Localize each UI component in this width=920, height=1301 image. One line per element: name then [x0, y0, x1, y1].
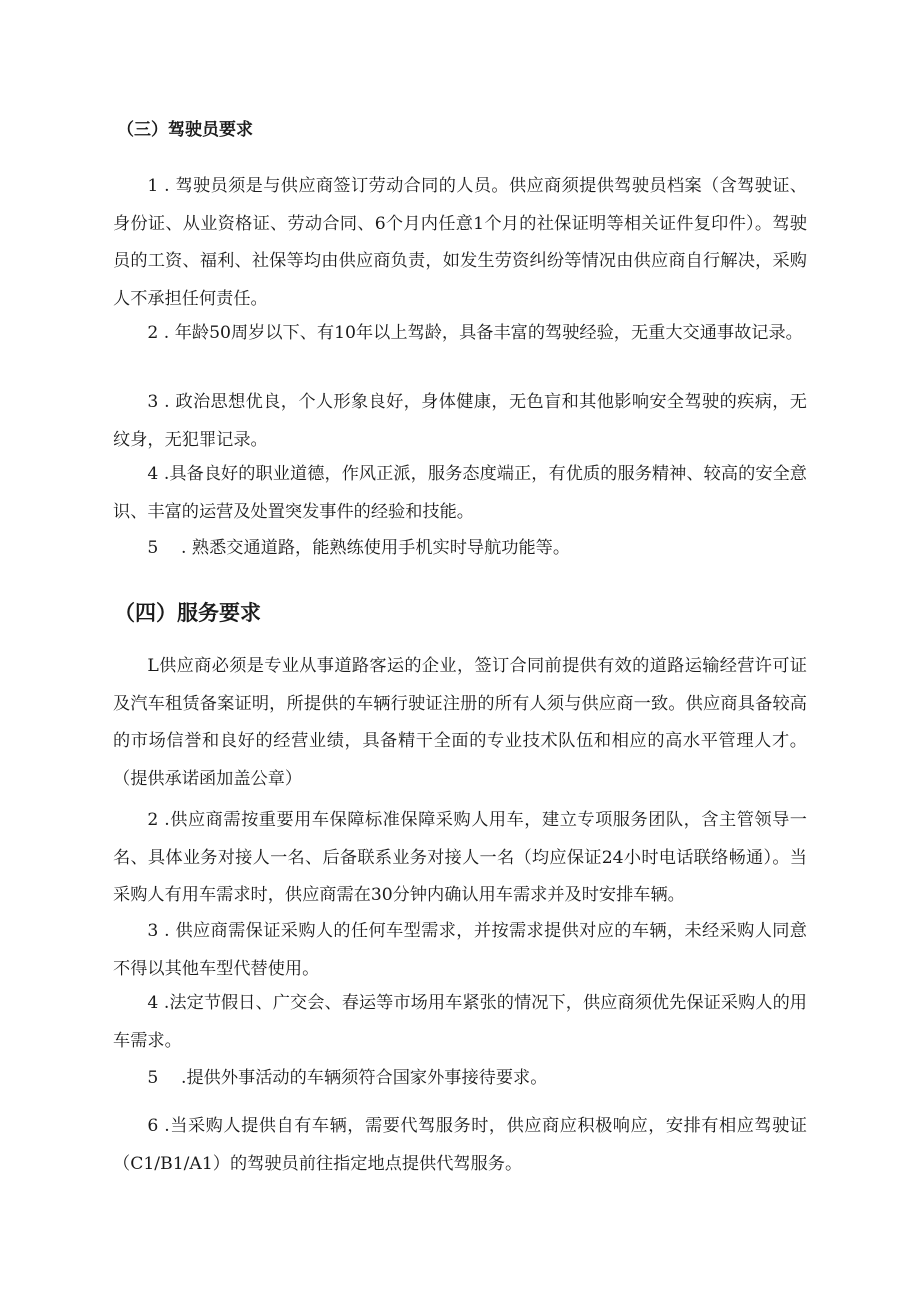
section-3-item-1: 1 . 驾驶员须是与供应商签订劳动合同的人员。供应商须提供驾驶员档案（含驾驶证、身份证、从业资格证、劳动合同、6个月内任意1个月的社保证明等相关证件复印件）。驾驶员的工资、福利、社保等均由供应商负责，如发生劳资纠纷等情况由供应商自行解决，采购人不承担任何责任。 — [113, 176, 807, 309]
section-3-heading: （三）驾驶员要求 — [117, 120, 253, 140]
section-4-item-1: L供应商必须是专业从事道路客运的企业，签订合同前提供有效的道路运输经营许可证及汽车租赁备案证明，所提供的车辆行驶证注册的所有人须与供应商一致。供应商具备较高的市场信誉和良好的经营业绩，具备精干全面的专业技术队伍和相应的高水平管理人才。（提供承诺函加盖公章） — [113, 656, 807, 789]
section-3-item-3: 3 . 政治思想优良，个人形象良好，身体健康，无色盲和其他影响安全驾驶的疾病，无纹身，无犯罪记录。 — [113, 392, 807, 450]
section-4-item-5: 5 .提供外事活动的车辆须符合国家外事接待要求。 — [147, 1068, 548, 1088]
section-4-item-4: 4 .法定节假日、广交会、春运等市场用车紧张的情况下，供应商须优先保证采购人的用车需求。 — [113, 993, 807, 1051]
section-3-item-5: 5 . 熟悉交通道路，能熟练使用手机实时导航功能等。 — [147, 538, 571, 558]
section-4-item-2: 2 .供应商需按重要用车保障标准保障采购人用车，建立专项服务团队，含主管领导一名、具体业务对接人一名、后备联系业务对接人一名（均应保证24小时电话联络畅通）。当采购人有用车需求时，供应商需在30分钟内确认用车需求并及时安排车辆。 — [113, 810, 807, 905]
section-4-item-6: 6 .当采购人提供自有车辆，需要代驾服务时，供应商应积极响应，安排有相应驾驶证（C1/B1/A1）的驾驶员前往指定地点提供代驾服务。 — [113, 1116, 807, 1174]
section-3-item-4: 4 .具备良好的职业道德，作风正派，服务态度端正，有优质的服务精神、较高的安全意识、丰富的运营及处置突发事件的经验和技能。 — [113, 464, 807, 522]
section-4-item-3: 3 . 供应商需保证采购人的任何车型需求，并按需求提供对应的车辆，未经采购人同意不得以其他车型代替使用。 — [113, 921, 807, 979]
section-4-heading: （四）服务要求 — [114, 600, 261, 625]
section-3-item-2: 2 . 年龄50周岁以下、有10年以上驾龄，具备丰富的驾驶经验，无重大交通事故记录。 — [147, 323, 803, 343]
